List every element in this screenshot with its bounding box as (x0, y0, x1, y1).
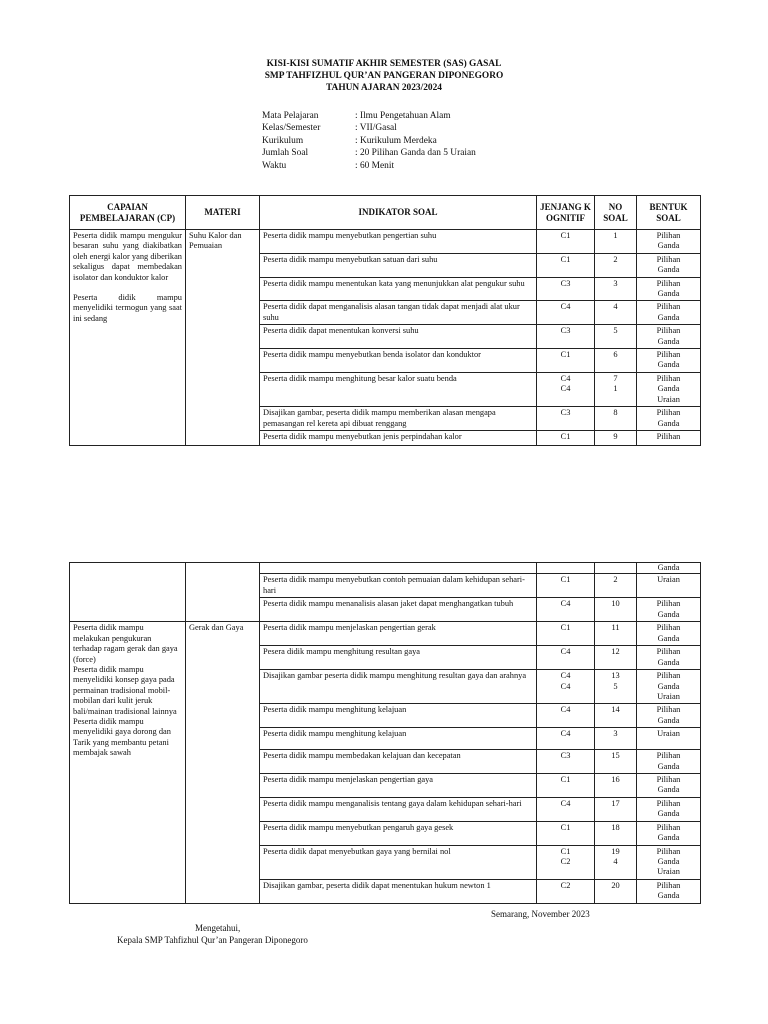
capaian-paragraph: Peserta didik mampu menyelidiki gaya dorong dan Tarik yang membantu petani membajak sawah (73, 717, 171, 758)
no-soal-cell: 10 (595, 598, 637, 622)
no-soal-cell: 1 (595, 230, 637, 254)
capaian-cell (70, 622, 186, 903)
indikator-cell: Disajikan gambar, peserta didik dapat menentukan hukum newton 1 (260, 879, 537, 903)
indikator-cell: Peserta didik mampu menyebutkan benda isolator dan konduktor (260, 349, 537, 373)
jenjang-cell: C4 (537, 646, 595, 670)
indikator-cell: Disajikan gambar, peserta didik mampu memberikan alasan mengapa pemasangan rel kereta api dibuat renggang (260, 407, 537, 431)
table-header-row (70, 196, 701, 230)
capaian-cell-continued (70, 563, 186, 622)
indikator-cell: Peserta didik mampu menjelaskan pengertian gerak (260, 622, 537, 646)
jenjang-cell: C1 (537, 430, 595, 445)
capaian-paragraph: Peserta didik mampu melakukan pengukuran terhadap ragam gerak dan gaya (force) (73, 623, 178, 664)
indikator-cell: Pesera didik mampu menghitung resultan gaya (260, 646, 537, 670)
col-header-indikator: INDIKATOR SOAL (260, 196, 537, 230)
no-soal-cell: 8 (595, 407, 637, 431)
doc-title-line3: TAHUN AJARAN 2023/2024 (326, 83, 442, 93)
bentuk-cell: Pilihan Ganda (637, 821, 701, 845)
kepala-sekolah-label: Kepala SMP Tahfizhul Qur’an Pangeran Diponegoro (117, 935, 308, 945)
jenjang-cell: C3 (537, 750, 595, 774)
info-row (262, 147, 476, 159)
bentuk-cell: Uraian (637, 728, 701, 750)
bentuk-cell: Pilihan Ganda (637, 277, 701, 301)
bentuk-cell: Pilihan Ganda (637, 598, 701, 622)
bentuk-cell: Pilihan Ganda (637, 797, 701, 821)
jenjang-cell: C4 (537, 797, 595, 821)
col-header-no: NO SOAL (595, 196, 637, 230)
indikator-cell: Peserta didik mampu menyebutkan pengertian suhu (260, 230, 537, 254)
bentuk-cell: Pilihan Ganda (637, 325, 701, 349)
no-soal-cell: 11 (595, 622, 637, 646)
indikator-cell: Peserta didik mampu menyebutkan satuan dari suhu (260, 253, 537, 277)
bentuk-cell: Pilihan Ganda Uraian (637, 845, 701, 879)
info-row (262, 110, 476, 122)
bentuk-cell: Pilihan Ganda Uraian (637, 670, 701, 704)
jenjang-cell: C4 C4 (537, 670, 595, 704)
info-value: : Kurikulum Merdeka (355, 135, 437, 146)
kisi-kisi-table-2 (69, 562, 701, 904)
info-row (262, 135, 476, 147)
info-value: : VII/Gasal (355, 123, 397, 134)
info-label: Waktu (262, 160, 287, 171)
info-value: : Ilmu Pengetahuan Alam (355, 111, 451, 121)
table-row (70, 230, 701, 254)
jenjang-cell: C1 (537, 349, 595, 373)
col-header-bentuk: BENTUK SOAL (637, 196, 701, 230)
materi-cell: Suhu Kalor dan Pemuaian (186, 230, 260, 446)
doc-title-line2: SMP TAHFIZHUL QUR’AN PANGERAN DIPONEGORO (264, 71, 504, 81)
indikator-cell: Peserta didik mampu menghitung besar kalor suatu benda (260, 372, 537, 406)
indikator-cell: Peserta didik mampu menyebutkan pengaruh gaya gesek (260, 821, 537, 845)
indikator-cell: Disajikan gambar peserta didik mampu menghitung resultan gaya dan arahnya (260, 670, 537, 704)
bentuk-cell: Pilihan Ganda (637, 750, 701, 774)
bentuk-cell: Pilihan Ganda Uraian (637, 372, 701, 406)
no-soal-cell: 3 (595, 277, 637, 301)
indikator-cell: Peserta didik dapat menyebutkan gaya yang bernilai nol (260, 845, 537, 879)
mengetahui-label: Mengetahui, (195, 923, 241, 933)
info-label: Kelas/Semester (262, 123, 321, 134)
jenjang-cell: C3 (537, 277, 595, 301)
info-value: : 60 Menit (355, 160, 395, 171)
indikator-cell: Peserta didik mampu menanalisis alasan jaket dapat menghangatkan tubuh (260, 598, 537, 622)
table-row (70, 563, 701, 574)
indikator-cell: Peserta didik mampu menyebutkan contoh pemuaian dalam kehidupan sehari-hari (260, 574, 537, 598)
jenjang-cell: C1 (537, 230, 595, 254)
bentuk-cell: Pilihan Ganda (637, 704, 701, 728)
bentuk-cell: Pilihan Ganda (637, 301, 701, 325)
jenjang-cell: C4 (537, 704, 595, 728)
info-value: : 20 Pilihan Ganda dan 5 Uraian (355, 148, 476, 159)
no-soal-cell: 5 (595, 325, 637, 349)
no-soal-cell (595, 563, 637, 574)
indikator-cell: Peserta didik mampu menjelaskan pengertian gaya (260, 774, 537, 798)
no-soal-cell: 19 4 (595, 845, 637, 879)
no-soal-cell: 12 (595, 646, 637, 670)
jenjang-cell: C1 (537, 574, 595, 598)
jenjang-cell (537, 563, 595, 574)
indikator-cell: Peserta didik dapat menentukan konversi suhu (260, 325, 537, 349)
info-label: Kurikulum (262, 135, 304, 146)
bentuk-cell: Pilihan Ganda (637, 230, 701, 254)
jenjang-cell: C1 C2 (537, 845, 595, 879)
jenjang-cell: C4 (537, 728, 595, 750)
kisi-kisi-table-1 (69, 195, 701, 446)
bentuk-cell: Pilihan Ganda (637, 349, 701, 373)
indikator-cell: Peserta didik mampu membedakan kelajuan dan kecepatan (260, 750, 537, 774)
no-soal-cell: 7 1 (595, 372, 637, 406)
bentuk-cell: Pilihan Ganda (637, 622, 701, 646)
col-header-materi: MATERI (186, 196, 260, 230)
jenjang-cell: C2 (537, 879, 595, 903)
bentuk-cell: Pilihan Ganda (637, 774, 701, 798)
bentuk-cell: Ganda (637, 563, 701, 574)
indikator-cell: Peserta didik dapat menganalisis alasan tangan tidak dapat menjadi alat ukur suhu (260, 301, 537, 325)
jenjang-cell: C1 (537, 622, 595, 646)
no-soal-cell: 2 (595, 574, 637, 598)
bentuk-cell: Pilihan (637, 430, 701, 445)
jenjang-cell: C3 (537, 407, 595, 431)
capaian-paragraph: Peserta didik mampu menyelidiki konsep gaya pada permainan tradisional mobil-mobilan dari kulit jeruk bali/mainan tradisional lainnya (73, 665, 177, 716)
jenjang-cell: C4 (537, 301, 595, 325)
no-soal-cell: 18 (595, 821, 637, 845)
capaian-paragraph: Peserta didik mampu menyelidiki termogun yang saat ini sedang (73, 293, 182, 323)
materi-cell: Gerak dan Gaya (186, 622, 260, 903)
no-soal-cell: 20 (595, 879, 637, 903)
jenjang-cell: C1 (537, 253, 595, 277)
jenjang-cell: C1 (537, 821, 595, 845)
jenjang-cell: C3 (537, 325, 595, 349)
bentuk-cell: Pilihan Ganda (637, 646, 701, 670)
table-row (70, 622, 701, 646)
indikator-cell: Peserta didik mampu menganalisis tentang gaya dalam kehidupan sehari-hari (260, 797, 537, 821)
no-soal-cell: 4 (595, 301, 637, 325)
bentuk-cell: Pilihan Ganda (637, 879, 701, 903)
col-header-jenjang: JENJANG KOGNITIF (537, 196, 595, 230)
no-soal-cell: 16 (595, 774, 637, 798)
info-label: Mata Pelajaran (262, 111, 319, 121)
capaian-paragraph: Peserta didik mampu mengukur besaran suhu yang diakibatkan oleh energi kalor yang diberikan sekaligus dapat membedakan isolator dan konduktor kalor (73, 231, 182, 282)
no-soal-cell: 14 (595, 704, 637, 728)
no-soal-cell: 13 5 (595, 670, 637, 704)
no-soal-cell: 6 (595, 349, 637, 373)
bentuk-cell: Uraian (637, 574, 701, 598)
bentuk-cell: Pilihan Ganda (637, 253, 701, 277)
place-date: Semarang, November 2023 (491, 909, 590, 919)
no-soal-cell: 3 (595, 728, 637, 750)
no-soal-cell: 17 (595, 797, 637, 821)
indikator-cell: Peserta didik mampu menentukan kata yang menunjukkan alat pengukur suhu (260, 277, 537, 301)
materi-cell-continued (186, 563, 260, 622)
jenjang-cell: C4 C4 (537, 372, 595, 406)
info-row (262, 160, 476, 172)
info-row (262, 122, 476, 134)
doc-title-line1: KISI-KISI SUMATIF AKHIR SEMESTER (SAS) GASAL (266, 59, 502, 69)
indikator-cell (260, 563, 537, 574)
no-soal-cell: 9 (595, 430, 637, 445)
jenjang-cell: C1 (537, 774, 595, 798)
indikator-cell: Peserta didik mampu menyebutkan jenis perpindahan kalor (260, 430, 537, 445)
info-block (262, 110, 476, 172)
jenjang-cell: C4 (537, 598, 595, 622)
no-soal-cell: 15 (595, 750, 637, 774)
no-soal-cell: 2 (595, 253, 637, 277)
indikator-cell: Peserta didik mampu menghitung kelajuan (260, 704, 537, 728)
info-label: Jumlah Soal (262, 148, 309, 159)
bentuk-cell: Pilihan Ganda (637, 407, 701, 431)
col-header-cp: CAPAIAN PEMBELAJARAN (CP) (70, 196, 186, 230)
indikator-cell: Peserta didik mampu menghitung kelajuan (260, 728, 537, 750)
capaian-cell (70, 230, 186, 446)
